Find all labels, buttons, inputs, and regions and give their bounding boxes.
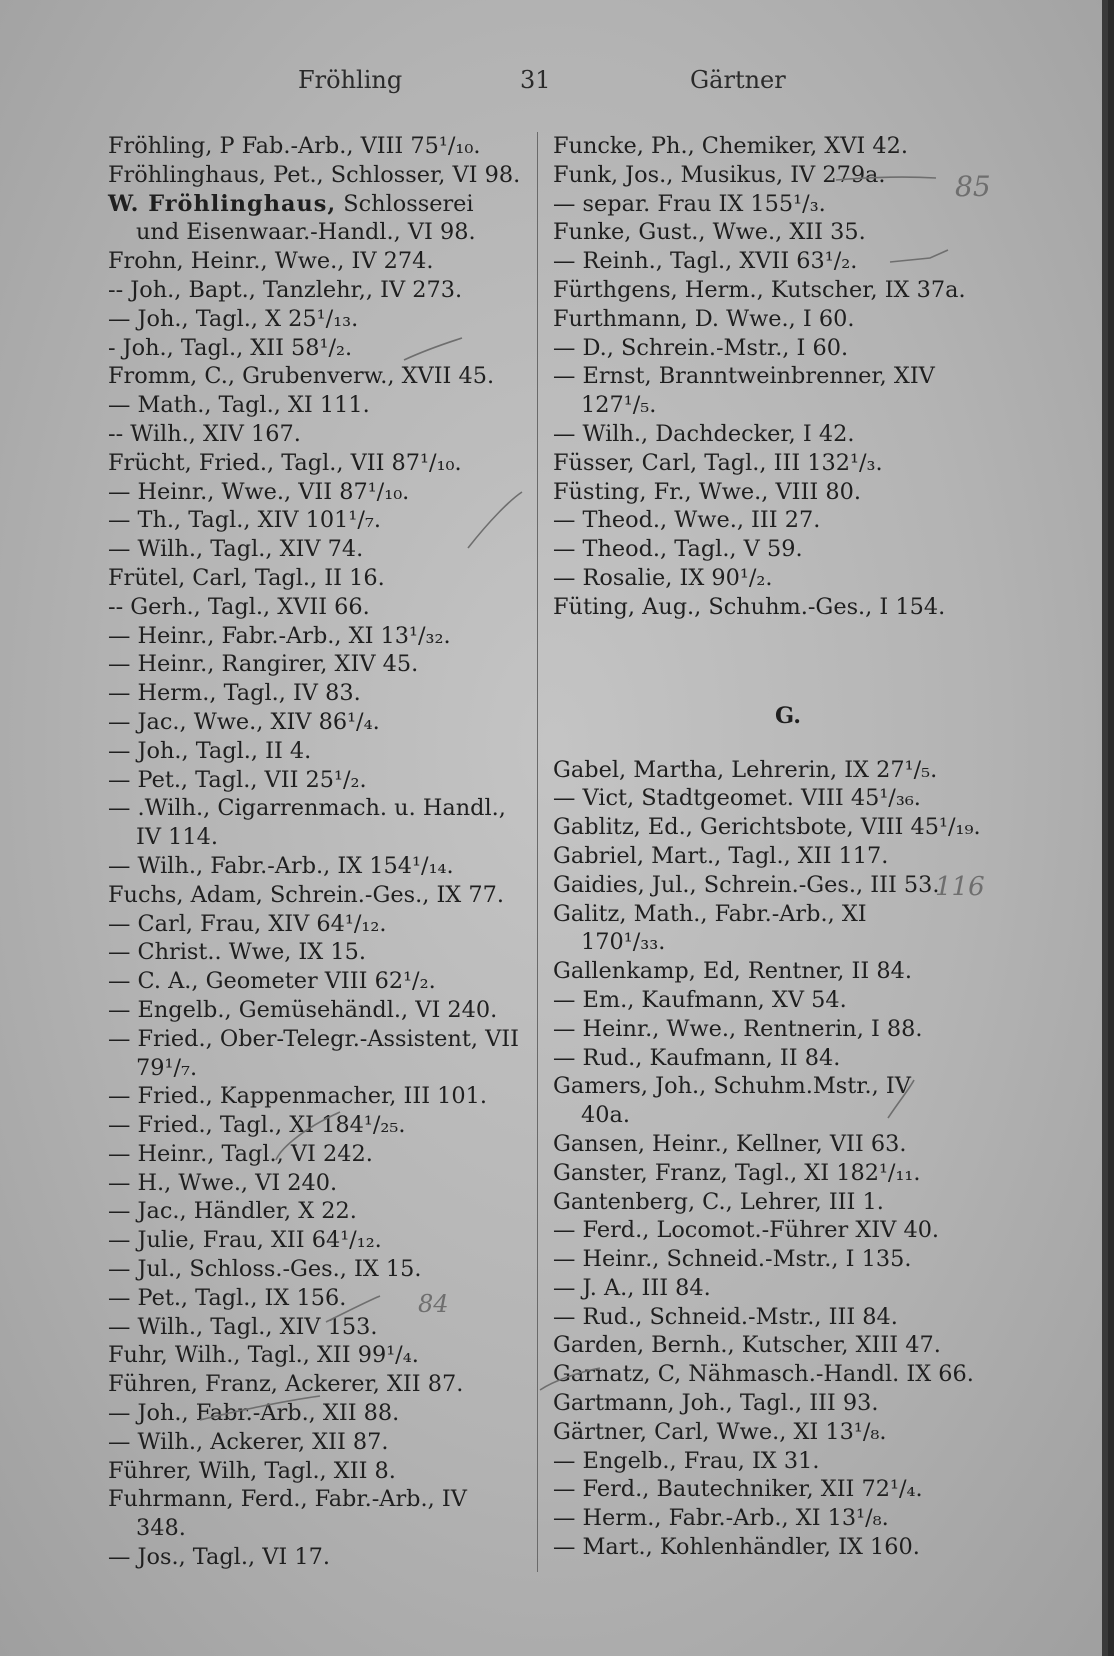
directory-entry-continuation: und Eisenwaar.-Handl., VI 98.	[136, 219, 476, 246]
book-edge	[1102, 0, 1108, 1656]
directory-entry: — Math., Tagl., XI 111.	[108, 392, 370, 419]
left-column	[108, 132, 523, 1572]
directory-entry-continuation: 79¹/₇.	[136, 1054, 198, 1081]
directory-entry: — separ. Frau IX 155¹/₃.	[553, 190, 826, 217]
directory-entry: — Heinr., Rangirer, XIV 45.	[108, 651, 419, 678]
directory-entry: — Rud., Schneid.-Mstr., III 84.	[553, 1303, 898, 1330]
directory-entry: — Wilh., Fabr.-Arb., IX 154¹/₁₄.	[108, 852, 454, 879]
directory-entry: Gärtner, Carl, Wwe., XI 13¹/₈.	[553, 1418, 887, 1445]
directory-entry: Funcke, Ph., Chemiker, XVI 42.	[553, 133, 908, 159]
directory-entry: — Pet., Tagl., IX 156.	[108, 1284, 347, 1311]
directory-entry: — Heinr., Wwe., VII 87¹/₁₀.	[108, 478, 410, 505]
directory-entry: — Theod., Tagl., V 59.	[553, 536, 803, 563]
directory-entry: — Jac., Händler, X 22.	[108, 1198, 357, 1225]
directory-entry: — Heinr., Wwe., Rentnerin, I 88.	[553, 1015, 923, 1042]
directory-entry: — J. A., III 84.	[553, 1274, 711, 1301]
directory-entry: Fuchs, Adam, Schrein.-Ges., IX 77.	[108, 881, 504, 908]
directory-entry: Füsting, Fr., Wwe., VIII 80.	[553, 478, 861, 505]
directory-entry: Frohn, Heinr., Wwe., IV 274.	[108, 248, 434, 275]
handwritten-annotation: 85	[955, 170, 991, 203]
directory-entry: Garnatz, C, Nähmasch.-Handl. IX 66.	[553, 1361, 974, 1388]
directory-entry: — Th., Tagl., XIV 101¹/₇.	[108, 507, 382, 534]
directory-entry: — Wilh., Tagl., XIV 74.	[108, 536, 364, 563]
directory-entry: — Mart., Kohlenhändler, IX 160.	[553, 1534, 920, 1561]
directory-entry: — H., Wwe., VI 240.	[108, 1169, 338, 1196]
right-column	[553, 132, 983, 1562]
directory-entry: — Joh., Tagl., II 4.	[108, 737, 312, 764]
directory-entry: — Carl, Frau, XIV 64¹/₁₂.	[108, 910, 387, 937]
section-gap	[553, 622, 983, 680]
directory-entry: — Ernst, Branntweinbrenner, XIV	[553, 363, 935, 390]
directory-entry: -- Gerh., Tagl., XVII 66.	[108, 593, 370, 620]
directory-entry: Furthmann, D. Wwe., I 60.	[553, 305, 855, 332]
directory-entry: Garden, Bernh., Kutscher, XIII 47.	[553, 1332, 941, 1359]
directory-entry: Fürthgens, Herm., Kutscher, IX 37a.	[553, 276, 966, 303]
business-name: W. Fröhlinghaus,	[108, 190, 337, 217]
page-number: 31	[520, 66, 551, 94]
directory-entry-continuation: 170¹/₃₃.	[581, 929, 666, 956]
directory-entry: Funke, Gust., Wwe., XII 35.	[553, 219, 866, 246]
handwritten-annotation: 116	[935, 872, 985, 902]
header-first-name: Fröhling	[298, 66, 403, 94]
directory-entry: — Vict, Stadtgeomet. VIII 45¹/₃₆.	[553, 785, 921, 812]
directory-entry: Funk, Jos., Musikus, IV 279a.	[553, 161, 886, 188]
directory-entry: — Ferd., Bautechniker, XII 72¹/₄.	[553, 1476, 923, 1503]
right-column-bottom	[553, 756, 983, 1562]
directory-entry: Gablitz, Ed., Gerichtsbote, VIII 45¹/₁₉.	[553, 814, 981, 841]
directory-entry: — Fried., Ober-Telegr.-Assistent, VII	[108, 1025, 519, 1052]
directory-entry: Füsser, Carl, Tagl., III 132¹/₃.	[553, 449, 883, 476]
directory-entry: Frücht, Fried., Tagl., VII 87¹/₁₀.	[108, 449, 462, 476]
directory-entry: Galitz, Math., Fabr.-Arb., XI	[553, 900, 867, 927]
directory-entry: — Pet., Tagl., VII 25¹/₂.	[108, 766, 367, 793]
directory-entry: Fröhlinghaus, Pet., Schlosser, VI 98.	[108, 161, 521, 188]
directory-entry: — Theod., Wwe., III 27.	[553, 507, 821, 534]
directory-entry: Gamers, Joh., Schuhm.Mstr., IV	[553, 1073, 911, 1100]
directory-entry: — Fried., Tagl., XI 184¹/₂₅.	[108, 1112, 406, 1139]
directory-entry: — Joh., Tagl., X 25¹/₁₃.	[108, 305, 359, 332]
directory-entry: — Heinr., Tagl., VI 242.	[108, 1140, 373, 1167]
directory-entry: — Jos., Tagl., VI 17.	[108, 1544, 330, 1571]
directory-entry: Führen, Franz, Ackerer, XII 87.	[108, 1371, 464, 1398]
directory-entry: Fromm, C., Grubenverw., XVII 45.	[108, 363, 495, 390]
directory-entry: — Julie, Frau, XII 64¹/₁₂.	[108, 1227, 382, 1254]
directory-entry: — Rud., Kaufmann, II 84.	[553, 1044, 841, 1071]
directory-entry: Füting, Aug., Schuhm.-Ges., I 154.	[553, 593, 946, 620]
directory-entry: Gabriel, Mart., Tagl., XII 117.	[553, 842, 889, 869]
directory-entry: — Engelb., Frau, IX 31.	[553, 1447, 820, 1474]
directory-entry: — C. A., Geometer VIII 62¹/₂.	[108, 968, 436, 995]
column-divider	[537, 132, 538, 1572]
section-letter: G.	[774, 702, 802, 729]
directory-entry-business	[108, 190, 523, 219]
directory-entry: — D., Schrein.-Mstr., I 60.	[553, 334, 849, 361]
directory-entry: — Jac., Wwe., XIV 86¹/₄.	[108, 708, 380, 735]
directory-entry: Fuhr, Wilh., Tagl., XII 99¹/₄.	[108, 1342, 419, 1369]
directory-entry: — .Wilh., Cigarrenmach. u. Handl.,	[108, 795, 506, 822]
directory-entry: Fuhrmann, Ferd., Fabr.-Arb., IV	[108, 1486, 467, 1513]
directory-entry-continuation: IV 114.	[136, 824, 218, 851]
directory-entry: — Joh., Fabr.-Arb., XII 88.	[108, 1400, 400, 1427]
directory-entry: — Fried., Kappenmacher, III 101.	[108, 1083, 488, 1110]
directory-entry: — Engelb., Gemüsehändl., VI 240.	[108, 996, 498, 1023]
directory-entry: — Ferd., Locomot.-Führer XIV 40.	[553, 1217, 940, 1244]
directory-entry: — Christ.. Wwe, IX 15.	[108, 939, 366, 966]
directory-entry: — Heinr., Schneid.-Mstr., I 135.	[553, 1246, 912, 1273]
directory-entry: Gabel, Martha, Lehrerin, IX 27¹/₅.	[553, 756, 938, 783]
right-column-top	[553, 132, 983, 622]
directory-entry: Gantenberg, C., Lehrer, III 1.	[553, 1188, 884, 1215]
directory-entry: Gartmann, Joh., Tagl., III 93.	[553, 1390, 879, 1417]
directory-entry: Frütel, Carl, Tagl., II 16.	[108, 564, 385, 591]
directory-entry: — Heinr., Fabr.-Arb., XI 13¹/₃₂.	[108, 622, 451, 649]
directory-entry-continuation: 40a.	[581, 1102, 630, 1129]
directory-entry: — Jul., Schloss.-Ges., IX 15.	[108, 1256, 422, 1283]
running-header	[0, 66, 1108, 106]
directory-entry: — Wilh., Dachdecker, I 42.	[553, 420, 855, 447]
directory-entry: — Reinh., Tagl., XVII 63¹/₂.	[553, 248, 858, 275]
directory-entry-continuation: 348.	[136, 1515, 186, 1542]
directory-entry: -- Wilh., XIV 167.	[108, 420, 301, 447]
directory-entry: Führer, Wilh, Tagl., XII 8.	[108, 1457, 396, 1484]
directory-entry: -- Joh., Bapt., Tanzlehr,, IV 273.	[108, 276, 463, 303]
directory-entry: — Herm., Fabr.-Arb., XI 13¹/₈.	[553, 1505, 889, 1532]
directory-entry: — Herm., Tagl., IV 83.	[108, 680, 361, 707]
directory-entry: — Wilh., Ackerer, XII 87.	[108, 1428, 389, 1455]
directory-entry: — Wilh., Tagl., XIV 153.	[108, 1313, 378, 1340]
business-type: Schlosserei	[336, 190, 474, 217]
directory-entry-continuation: 127¹/₅.	[581, 392, 657, 419]
directory-entry: Gansen, Heinr., Kellner, VII 63.	[553, 1130, 907, 1157]
directory-entry: Gaidies, Jul., Schrein.-Ges., III 53.	[553, 871, 940, 898]
header-last-name: Gärtner	[690, 66, 786, 94]
directory-entry: Ganster, Franz, Tagl., XI 182¹/₁₁.	[553, 1159, 921, 1186]
handwritten-annotation: 84	[418, 1290, 449, 1318]
directory-entry: - Joh., Tagl., XII 58¹/₂.	[108, 334, 353, 361]
directory-entry: — Em., Kaufmann, XV 54.	[553, 986, 847, 1013]
directory-entry: Gallenkamp, Ed, Rentner, II 84.	[553, 958, 912, 985]
directory-entry: — Rosalie, IX 90¹/₂.	[553, 564, 773, 591]
directory-entry: Fröhling, P Fab.-Arb., VIII 75¹/₁₀.	[108, 133, 481, 159]
